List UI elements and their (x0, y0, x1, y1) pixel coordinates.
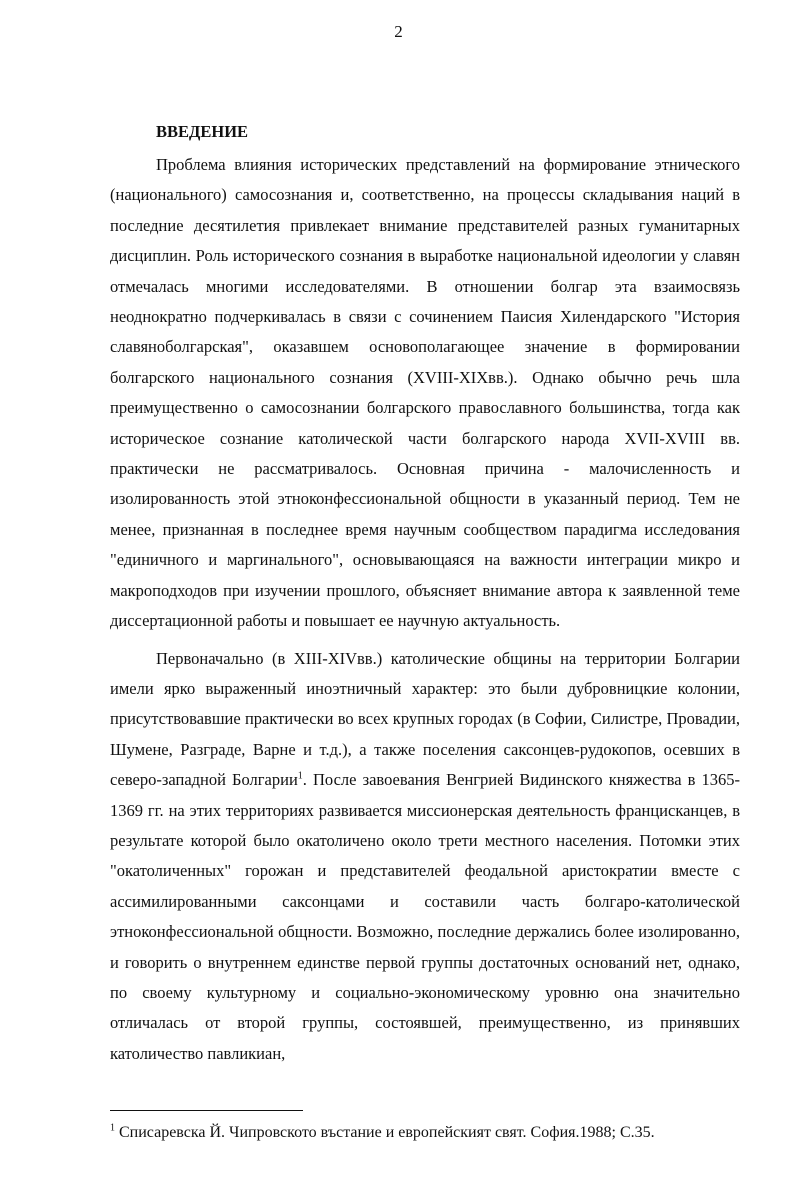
footnote-text: Списаревска Й. Чипровското въстание и европейският свят. София.1988; С.35. (115, 1124, 655, 1141)
document-body (110, 120, 740, 1069)
paragraph-1: Проблема влияния исторических представлений на формирование этнического (национального) самосознания и, соответственно, на процессы складывания наций в последние десятилетия привлекает внимание представителей разных гуманитарных дисциплин. Роль исторического сознания в выработке национальной идеологии у славян отмечалась многими исследователями. В отношении болгар эта взаимосвязь неоднократно подчеркивалась в связи с сочинением Паисия Хилендарского "История славяноболгарская", оказавшем основополагающее значение в формировании болгарского национального сознания (XVIII-XIXвв.). Однако обычно речь шла преимущественно о самосознании болгарского православного большинства, тогда как историческое сознание католической части болгарского народа XVII-XVIII вв. практически не рассматривалось. Основная причина - малочисленность и изолированность этой этноконфессиональной общности в указанный период. Тем не менее, признанная в последнее время научным сообществом парадигма исследования "единичного и маргинального", основывающаяся на важности интеграции микро и макроподходов при изучении прошлого, объясняет внимание автора к заявленной теме диссертационной работы и повышает ее научную актуальность. (110, 155, 740, 631)
footnote-reference: 1 (297, 770, 303, 782)
footnote-marker: 1 (110, 1122, 115, 1134)
footnote-divider (110, 1110, 303, 1111)
paragraph-2 (110, 644, 740, 1070)
footnote (110, 1122, 740, 1144)
paragraph-2-text-b: . После завоевания Венгрией Видинского княжества в 1365-1369 гг. на этих территориях развивается миссионерская деятельность францисканцев, в результате которой было окатоличено около трети местного населения. Потомки этих "окатоличенных" горожан и представителей феодальной аристократии вместе с ассимилированными саксонцами и составили часть болгаро-католической этноконфессиональной общности. Возможно, последние держались более изолированно, и говорить о внутреннем единстве первой группы достаточных оснований нет, однако, по своему культурному и социально-экономическому уровню она значительно отличалась от второй группы, состоявшей, преимущественно, из принявших католичество павликиан, (110, 770, 740, 1063)
paragraph-2-text-a: Первоначально (в XIII-XIVвв.) католические общины на территории Болгарии имели ярко выраженный иноэтничный характер: это были дубровницкие колонии, присутствовавшие практически во всех крупных городах (в Софии, Силистре, Провадии, Шумене, Разграде, Варне и т.д.), а также поселения саксонцев-рудокопов, осевших в северо-западной Болгарии (110, 648, 740, 790)
page-number: 2 (394, 22, 403, 41)
section-heading: ВВЕДЕНИЕ (156, 122, 249, 141)
